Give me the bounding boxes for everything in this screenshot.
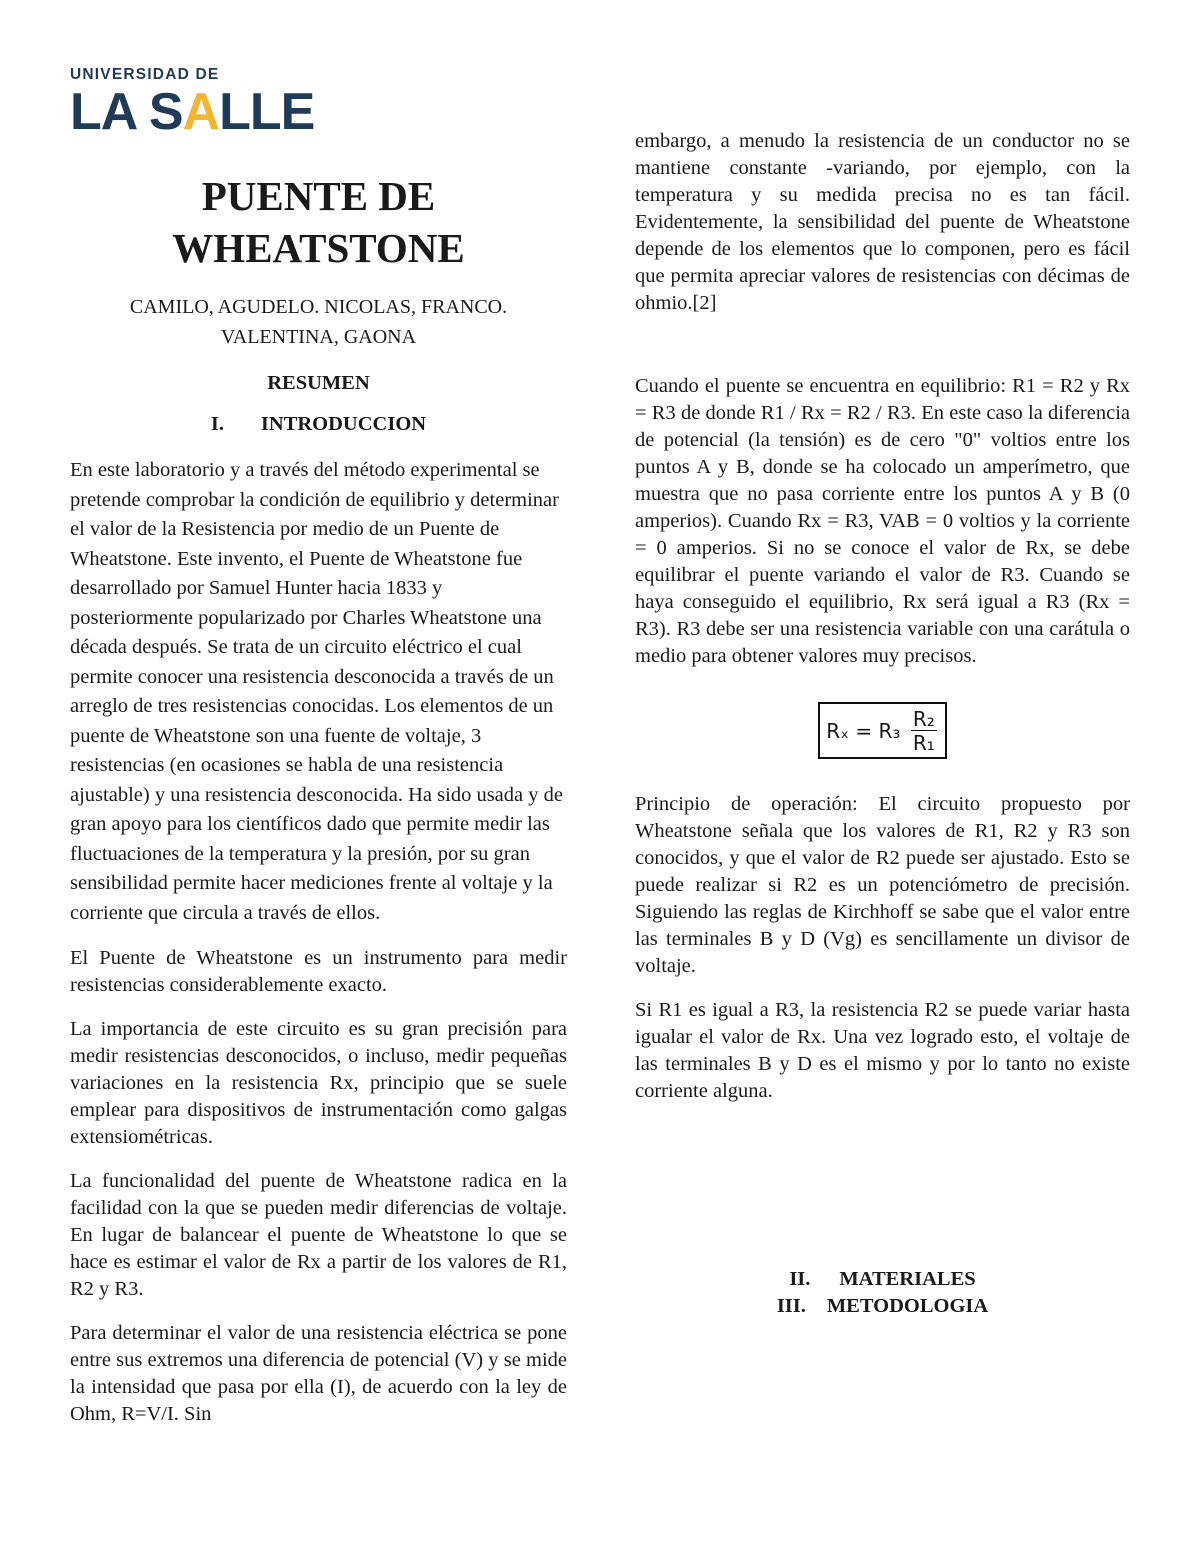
- paper-title: PUENTE DE WHEATSTONE: [172, 173, 465, 271]
- paragraph: Si R1 es igual a R3, la resistencia R2 se puede variar hasta igualar el valor de Rx. Una vez logrado esto, el voltaje de las terminales B y D es el mismo y por lo tanto no existe corriente alguna.: [635, 999, 1130, 1102]
- paragraph: embargo, a menudo la resistencia de un conductor no se mantiene constante -variando, por ejemplo, con la temperatura y su medida precisa no es tan fácil. Evidentemente, la sensibilidad del puente de Wheatstone depende de los elementos que lo componen, pero es fácil que permita apreciar valores de resistencias con décimas de ohmio.[2]: [635, 130, 1130, 314]
- right-column: [635, 128, 1130, 1122]
- paragraph: La funcionalidad del puente de Wheatstone radica en la facilidad con la que se pueden medir diferencias de voltaje. En lugar de balancear el puente de Wheatstone lo que se hace es estimar el valor de Rx a partir de los valores de R1, R2 y R3.: [70, 1170, 567, 1300]
- paragraph: En este laboratorio y a través del método experimental se pretende comprobar la condición de equilibrio y determinar el valor de la Resistencia por medio de un Puente de Wheatstone. Este invento, el Puente de Wheatstone fue desarrollado por Samuel Hunter hacia 1833 y posteriormente popularizado por Charles Wheatstone una década después. Se trata de un circuito eléctrico el cual permite conocer una resistencia desconocida a través de un arreglo de tres resistencias conocidas. Los elementos de un puente de Wheatstone son una fuente de voltaje, 3 resistencias (en ocasiones se habla de una resistencia ajustable) y una resistencia desconocida. Ha sido usada y de gran apoyo para los científicos dado que permite medir las fluctuaciones de la temperatura y la presión, por su gran sensibilidad permite hacer mediciones frente al voltaje y la corriente que circula a través de ellos.: [70, 459, 563, 924]
- university-logo: [70, 66, 315, 141]
- paragraph: Principio de operación: El circuito propuesto por Wheatstone señala que los valores de R1, R2 y R3 son conocidos, y que el valor de R2 puede ser ajustado. Esto se puede realizar si R2 es un potenciómetro de precisión. Siguiendo las reglas de Kirchhoff se sabe que el valor entre las terminales B y D (Vg) es sencillamente un divisor de voltaje.: [635, 793, 1130, 977]
- metodologia-heading: III. METODOLOGIA: [776, 1295, 989, 1317]
- paragraph: Para determinar el valor de una resistencia eléctrica se pone entre sus extremos una diferencia de potencial (V) y se mide la intensidad que pasa por ella (I), de acuerdo con la ley de Ohm, R=V/I. Sin: [70, 1322, 567, 1425]
- intro-heading: I. INTRODUCCION: [210, 413, 427, 435]
- authors: CAMILO, AGUDELO. NICOLAS, FRANCO. VALENTINA, GAONA: [129, 296, 508, 348]
- paragraph: El Puente de Wheatstone es un instrumento para medir resistencias considerablemente exacto.: [70, 947, 567, 996]
- wheatstone-formula: Rₓ = R₃ $\frac{\text{R₂}}{\text{R₁}}$: [818, 702, 946, 759]
- formula-box: [635, 702, 1130, 759]
- paragraph: Cuando el puente se encuentra en equilibrio: R1 = R2 y Rx = R3 de donde R1 / Rx = R2 / R3. En este caso la diferencia de potencial (la tensión) es de cero "0" voltios entre los puntos A y B, donde se ha colocado un amperímetro, que muestra que no pasa corriente entre los puntos A y B (0 amperios). Cuando Rx = R3, VAB = 0 voltios y la corriente = 0 amperios. Si no se conoce el valor de Rx, se debe equilibrar el puente variando el valor de R3. Cuando se haya conseguido el equilibrio, Rx será igual a R3 (Rx = R3). R3 debe ser una resistencia variable con una carátula o medio para obtener valores muy precisos.: [635, 375, 1130, 667]
- logo-main-text: LA SALLE: [70, 83, 315, 141]
- logo-top-text: UNIVERSIDAD DE: [70, 66, 220, 83]
- left-column: [70, 170, 567, 1445]
- resumen-heading: RESUMEN: [267, 372, 370, 394]
- section-headings: [635, 1268, 1130, 1322]
- paragraph: La importancia de este circuito es su gran precisión para medir resistencias desconocidos, o incluso, medir pequeñas variaciones en la resistencia Rx, principio que se suele emplear para dispositivos de instrumentación como galgas extensiométricas.: [70, 1018, 567, 1148]
- materiales-heading: II. MATERIALES: [789, 1268, 976, 1290]
